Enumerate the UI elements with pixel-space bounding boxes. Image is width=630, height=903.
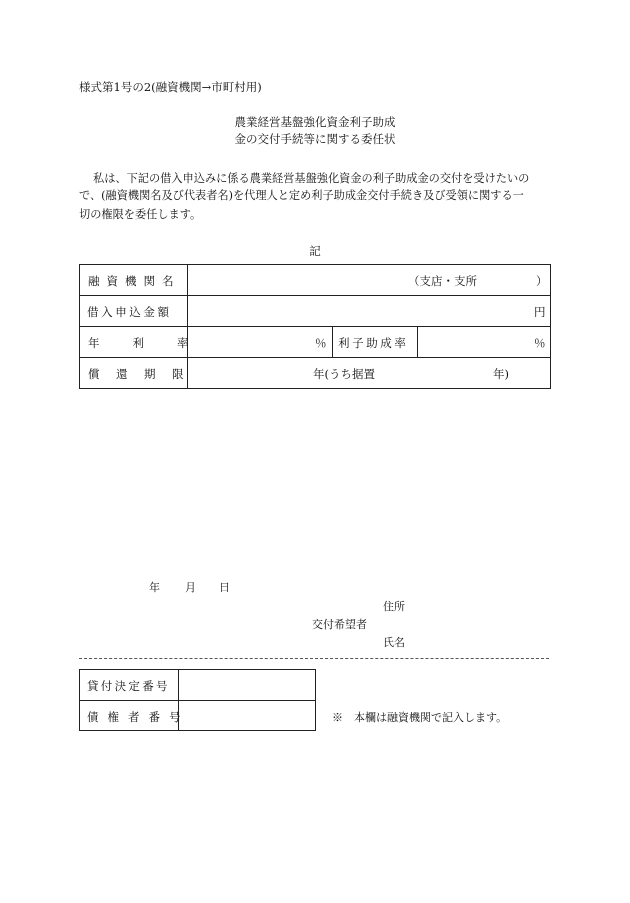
loan-amount-field[interactable] [191,298,521,324]
subsidy-rate-label: 利子助成率 [338,336,409,350]
body-text-line-1: 私は、下記の借入申込みに係る農業経営基盤強化資金の利子助成金の交付を受けたいの [93,172,530,185]
annual-rate-label: 年利率 [88,336,222,350]
table-row-divider [80,295,550,296]
table-row-divider [80,357,550,358]
table-row-divider [80,700,315,701]
applicant-label: 交付希望者 [312,618,367,631]
document-title-line-1: 農業経営基盤強化資金利子助成 [234,115,396,129]
date-year-label: 年 [149,581,160,594]
loan-decision-number-label: 貸付決定番号 [87,679,170,693]
table-column-divider [332,326,333,357]
grace-period-field[interactable] [390,360,490,386]
repayment-close-text: 年) [493,367,509,381]
repayment-years-field[interactable] [191,360,306,386]
loan-decision-number-field[interactable] [182,672,312,698]
body-text-line-2: で、(融資機関名及び代表者名)を代理人と定め利子助成金交付手続き及び受領に関する一 [79,189,524,202]
table-column-divider [417,326,418,357]
percent-unit-2: ％ [534,336,546,350]
bank-use-note: ※ 本欄は融資機関で記入します。 [332,711,508,724]
date-month-label: 月 [185,581,196,594]
ki-label: 記 [309,244,321,258]
table-row-divider [80,326,550,327]
annual-rate-field[interactable] [191,329,311,355]
repayment-term-label: 償還期限 [88,367,200,381]
claim-number-label: 債権者番号 [87,710,190,724]
loan-amount-label: 借入申込金額 [87,305,172,319]
body-text-line-3: 切の権限を委任します。 [79,208,202,221]
percent-unit-1: ％ [315,336,327,350]
name-label: 氏名 [383,636,405,649]
institution-name-field[interactable] [192,267,392,293]
branch-note-close: ） [536,274,548,288]
subsidy-rate-field[interactable] [422,329,527,355]
form-number: 様式第1号の2(融資機関→市町村用) [79,80,262,94]
yen-unit: 円 [534,305,546,319]
document-title-line-2: 金の交付手続等に関する委任状 [234,132,396,146]
branch-note: （支店・支所 [408,274,477,288]
date-day-label: 日 [219,581,230,594]
bank-use-table [79,669,316,731]
loan-details-table [79,264,551,389]
address-label: 住所 [383,600,405,613]
claim-number-field[interactable] [182,703,312,729]
repayment-year-text: 年(うち据置 [313,367,375,381]
institution-name-label: 融資機関名 [88,274,181,288]
dashed-separator [79,658,549,659]
